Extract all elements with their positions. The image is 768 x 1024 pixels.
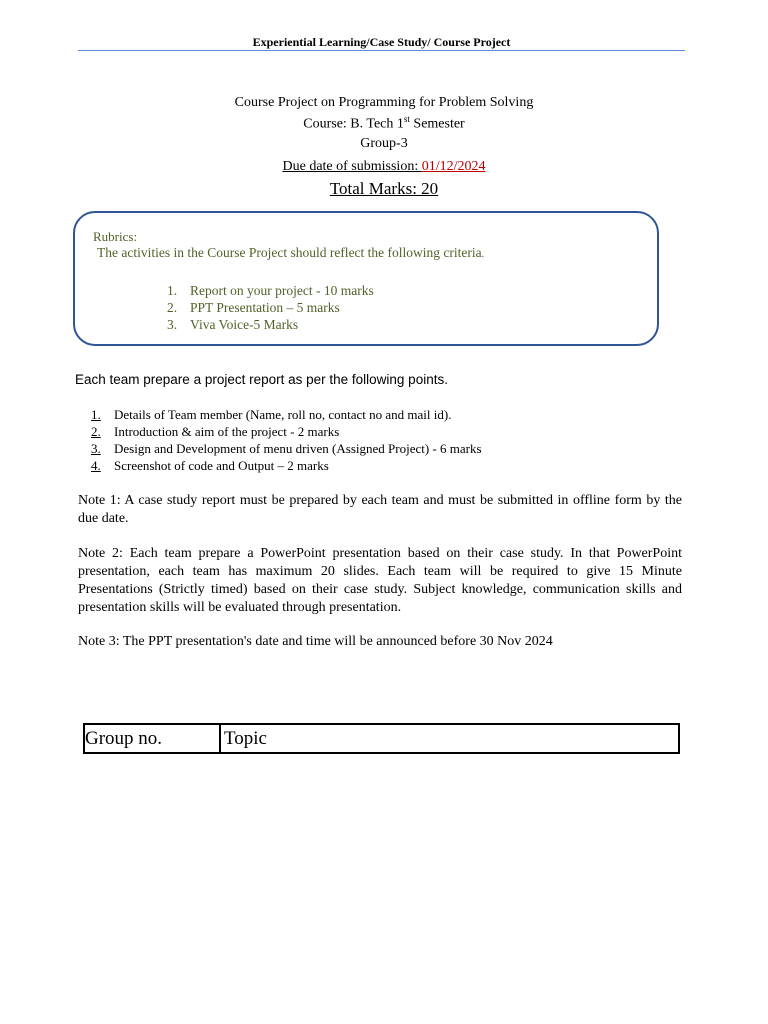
- note-1: Note 1: A case study report must be prepared by each team and must be submitted in offline form by the due date.: [78, 493, 682, 526]
- list-item: [167, 316, 374, 333]
- header-divider: [78, 50, 685, 51]
- list-item-text: Screenshot of code and Output – 2 marks: [114, 458, 329, 473]
- list-item-number: 1.: [167, 283, 178, 298]
- note-3: Note 3: The PPT presentation's date and time will be announced before 30 Nov 2024: [78, 634, 553, 649]
- list-item-number: 3.: [91, 441, 101, 456]
- list-item: [91, 423, 482, 440]
- page-header-title: Experiential Learning/Case Study/ Course Project: [252, 35, 511, 49]
- list-item: [167, 299, 374, 316]
- group-topic-table: [83, 723, 680, 754]
- table-header-group-no: Group no.: [84, 724, 220, 753]
- course-project-title: Course Project on Programming for Problem Solving: [234, 95, 534, 110]
- list-item-number: 3.: [167, 317, 178, 332]
- rubrics-label: Rubrics:: [93, 229, 138, 244]
- list-item-number: 2.: [91, 424, 101, 439]
- rubrics-intro: [97, 245, 484, 261]
- list-item-text: Design and Development of menu driven (Assigned Project) - 6 marks: [114, 441, 482, 456]
- course-superscript: st: [403, 114, 410, 124]
- course-line: [0, 114, 768, 133]
- table-header-topic: Topic: [220, 724, 679, 753]
- total-marks: Total Marks: 20: [329, 179, 439, 198]
- due-date-line: [0, 159, 768, 175]
- group-label: Group-3: [360, 136, 408, 151]
- list-item: [91, 440, 482, 457]
- list-item-number: 2.: [167, 300, 178, 315]
- list-item-number: 4.: [91, 458, 101, 473]
- table-row: [84, 724, 679, 753]
- list-item-text: Details of Team member (Name, roll no, contact no and mail id).: [114, 407, 452, 422]
- list-item-text: Viva Voice-5 Marks: [190, 317, 299, 332]
- course-prefix: Course: B. Tech 1: [303, 116, 404, 132]
- note-2: Note 2: Each team prepare a PowerPoint presentation based on their case study. In that PowerPoint presentation, each team has maximum 20 slides. Each team will be required to give 15 Minute Presentations (Strictly timed) based on their case study. Subject knowledge, communication skills and presentation skills will be evaluated through presentation.: [78, 546, 682, 615]
- due-date-label: Due date of submission:: [282, 159, 422, 174]
- rubrics-intro-period: .: [481, 249, 485, 260]
- list-item-text: PPT Presentation – 5 marks: [190, 300, 340, 315]
- due-date-value: 01/12/2024: [421, 159, 486, 174]
- list-item-text: Introduction & aim of the project - 2 marks: [114, 424, 340, 439]
- report-points-list: [91, 406, 482, 474]
- list-item: [91, 406, 482, 423]
- list-item-text: Report on your project - 10 marks: [190, 283, 374, 298]
- rubrics-list: [167, 282, 374, 333]
- rubrics-intro-text: The activities in the Course Project should reflect the following criteria: [97, 245, 482, 260]
- list-item: [91, 457, 482, 474]
- course-suffix: Semester: [409, 116, 465, 132]
- list-item-number: 1.: [91, 407, 101, 422]
- list-item: [167, 282, 374, 299]
- report-intro: Each team prepare a project report as per the following points.: [75, 372, 448, 387]
